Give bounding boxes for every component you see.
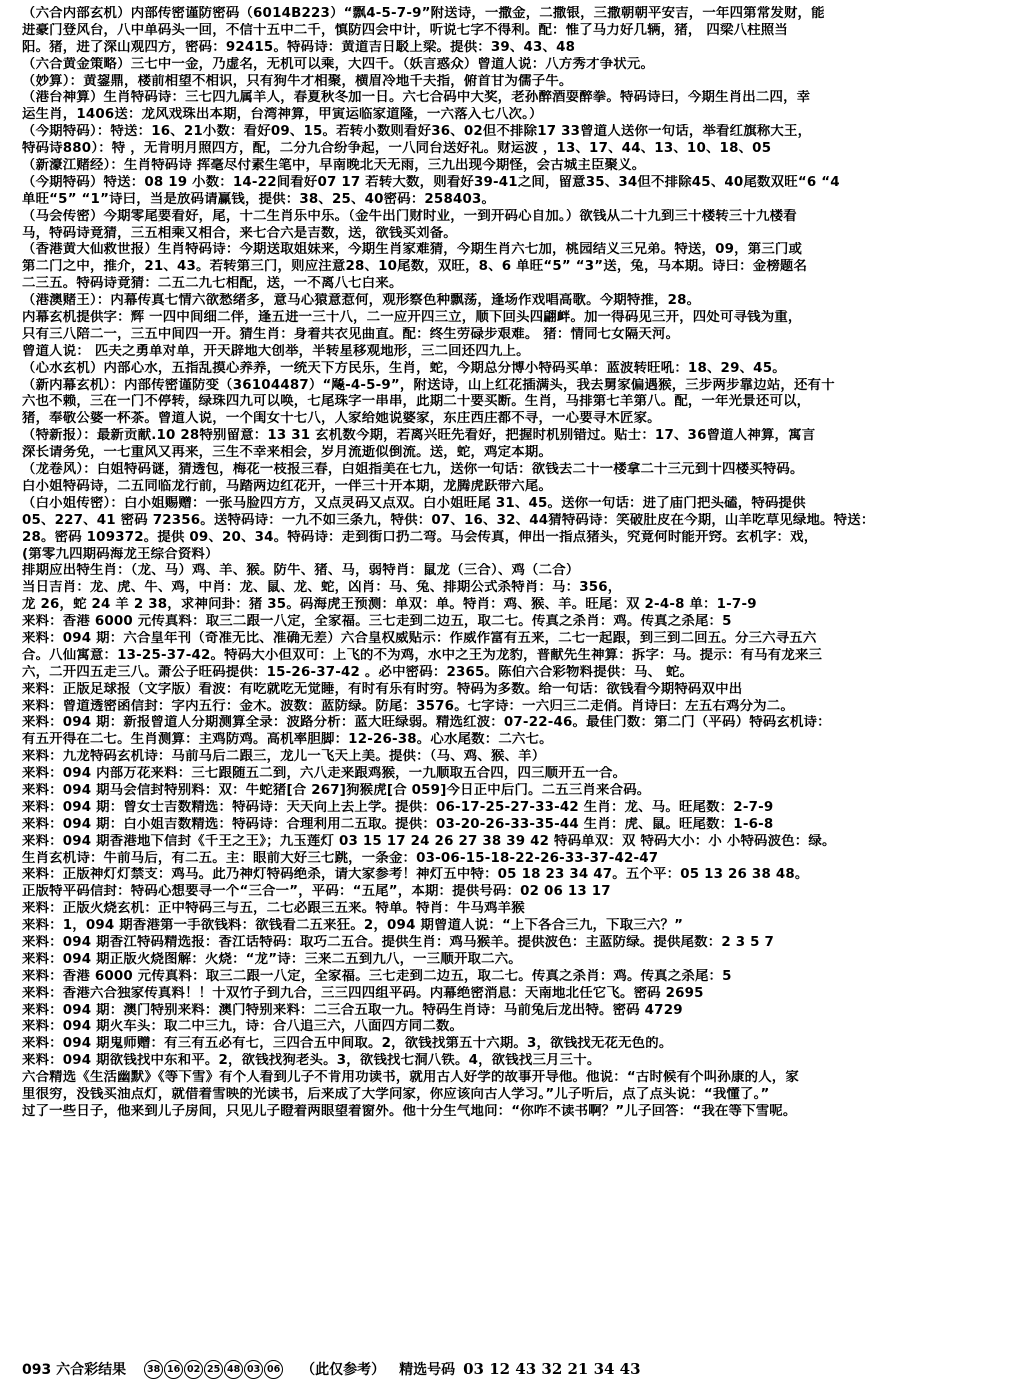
text-line: （香港黄大仙救世报）生肖特码诗：今期送取姐妹来，今期生肖家难猜，今期生肖六七加，桃园结义三兄弟。特送，09，第三门或 — [22, 242, 803, 258]
text-line: 龙 26，蛇 24 羊 2 38，求神问卦：猪 35。码海虎王预测：单双：单。特肖：鸡、猴、羊。旺尾：双 2-4-8 单：1-7-9 — [22, 597, 757, 613]
text-line: 生肖玄机诗：牛前马后，有二五。主：眼前大好三七跳，一条金：03-06-15-18-22-26-33-37-42-47 — [22, 850, 659, 866]
picked-numbers-label: 精选号码 — [399, 1362, 456, 1378]
result-balls — [144, 1360, 283, 1379]
text-line: 正版特平码信封：特码心想要寻一个“三合一”，平码：“五尾”，本期：提供号码：02 06 13 17 — [22, 884, 611, 900]
text-line: 进豪门登风台，八中单码头一回，不信十五中二千，慎防四会中计，听说七字不得利。配：惟了马力好几辆，猪， 四梁八柱照当 — [22, 22, 788, 38]
text-line: 深长请务免，一七重风又再来，三生不幸来相会，岁月流逝似倒流。送，蛇，鸡定本期。 — [22, 445, 553, 461]
text-line: 只有三八陪二一，三五中间四一开。猜生肖：身着共衣见曲直。配：终生劳碌步艰难。 猪：情同七女隔天河。 — [22, 326, 680, 342]
result-ball: 48 — [224, 1360, 243, 1379]
text-line: 来料：094 期欲钱找中东和平。2，欲钱找狗老头。3，欲钱找七洞八铁。4，欲钱找三月三十。 — [22, 1053, 601, 1069]
text-line: 来料：正版足球报（文字版）看波：有吃就吃无觉睡，有时有乐有时穷。特码为多数。给一句话：欲钱看今期特码双中出 — [22, 681, 743, 697]
text-line: 28。密码 109372。提供 09、20、34。特码诗：走到街口扔二弯。马会传真，伸出一指点猪头，究竟何时能开窍。玄机字：戏， — [22, 529, 818, 545]
text-line: 白小姐特码诗，二五同临龙行前，马踏两边红花开，一伴三十开本期，龙腾虎跃带六尾。 — [22, 478, 553, 494]
text-line: 排期应出特生肖：（龙、马）鸡、羊、猴。防牛、猪、马，弱特肖：鼠龙（三合）、鸡（二合） — [22, 563, 580, 579]
result-ball: 02 — [184, 1360, 203, 1379]
text-line: 来料：094 期：新报曾道人分期测算全录：波路分析：蓝大旺绿弱。精选红波：07-22-46。最佳门数：第二门（平码）特码玄机诗： — [22, 715, 831, 731]
previous-results-label: 093 六合彩结果 — [22, 1362, 127, 1378]
text-line: 来料：香港 6000 元传真料：取三二跟一八定，全家福。三七走到二边五，取二七。传真之杀肖：鸡。传真之杀尾：5 — [22, 968, 732, 984]
text-line: 来料：094 期：六合皇年刊（奇准无比、准确无差）六合皇权威贴示：作威作富有五来，二七一起跟，到三到二回五。分三六寻五六 — [22, 630, 817, 646]
text-line: （港台神算）生肖特码诗：三七四九属羊人，春夏秋冬加一日。六七合码中大奖，老孙醉酒耍醉拳。特码诗曰，今期生肖出二四，幸 — [22, 90, 811, 106]
text-line: 当日吉肖：龙、虎、牛、鸡，中肖：龙、鼠、龙、蛇，凶肖：马、兔、排期公式杀特肖：马：356， — [22, 580, 622, 596]
text-body — [22, 6, 1016, 1121]
text-line: 单旺“5” “1”诗曰，当是放码请赢钱，提供：38、25、40密码：258403。 — [22, 191, 496, 207]
text-line: （今期特码）特送：08 19 小数：14-22间看好07 17 若转大数，则看好39-41之间，留意35、34但不排除45、40尾数双旺“6 “4 — [22, 174, 840, 190]
text-line: （特新报）：最新贡献.10 28特别留意：13 31 玄机数今期，若离兴旺先看好，把握时机别错过。贴士：17、36曾道人神算，寓言 — [22, 428, 816, 444]
text-line: 来料：094 期香江特码精选报：香江话特码：取巧二五合。提供生肖：鸡马猴羊。提供波色：主蓝防绿。提供尾数：2 3 5 7 — [22, 934, 775, 950]
text-line: 里很穷，没钱买油点灯，就借着雪映的光读书，后来成了大学问家，你应该向古人学习。”儿子听后，点了点头说：“我懂了。” — [22, 1087, 770, 1102]
text-line: 阳。猪，进了深山观四方，密码：92415。特码诗：黄道吉日駁上梁。提供：39、43、48 — [22, 39, 576, 55]
text-line: 来料：1，094 期香港第一手欲钱料：欲钱看二五来狂。2，094 期曾道人说：“上下各合三九，下取三六？” — [22, 918, 684, 934]
text-line: （龙卷风）：白姐特码谜，猜透包，梅花一枝报三春，白姐指美在七九，送你一句话：欲钱去二十一楼拿二十三元到十四楼买特码。 — [22, 462, 804, 478]
text-line: 来料：094 期马会信封特别料：双：牛蛇猪[合 267]狗猴虎[合 059]今日正中后门。二五三肖来合码。 — [22, 782, 651, 798]
text-line: 来料：正版火烧玄机：正中特码三与五，二七必跟三五来。特单。特肖：牛马鸡羊猴 — [22, 901, 525, 917]
text-line: （六合内部玄机）内部传密谨防密码（6014B223）“飘4-5-7-9”附送诗，一撒金，二撒银，三撒朝朝平安吉，一年四第常发财，能 — [22, 6, 825, 21]
text-line: 猪，奉敬公婆一杯茶。曾道人说，一个闺女十七八，人家给她说婆家，东庄西庄都不寻，一心要寻木匠家。 — [22, 411, 661, 427]
text-line: 曾道人说： 匹夫之勇单对单，开天辟地大创举，半转星移观地形，三二回还四九上。 — [22, 343, 530, 359]
text-line: （新内幕玄机）：内部传密谨防变（36104487）“飚-4-5-9”，附送诗，山上红花插满头，我去舅家偏遇猴，三步两步靠边站，还有十 — [22, 377, 835, 393]
text-line: （今期特码）：特送：16、21小数：看好09、15。若转小数则看好36、02但不排除17 33曾道人送你一句话，举看红旗称大王， — [22, 124, 812, 140]
text-line: （马会传密）今期零尾要看好，尾，十二生肖乐中乐。（金牛出门财时业，一到开码心自加。）欲钱从二十九到三十楼转三十九楼看 — [22, 208, 797, 224]
text-line: （白小姐传密）：白小姐赐赠：一张马脸四方方，又点灵码又点双。白小姐旺尾 31、45。送你一句话：进了庙门把头磕，特码提供 — [22, 495, 806, 511]
text-line: 来料：094 期正版火烧图解：火烧：“龙”诗：三来二五到九八，一三顺开取二六。 — [22, 951, 522, 967]
text-line: 六合精选《生活幽默》《等下雪》有个人看到儿子不肯用功读书，就用古人好学的故事开导他。他说：“古时候有个叫孙康的人，家 — [22, 1070, 799, 1086]
text-line: 特码诗880）：特 ，无肯明月照四方，配，二分九合纷争起，一八同台送好礼。财运波 ，13、17、44、13、10、18、05 — [22, 141, 772, 157]
text-line: （心水玄机）内部心水，五指乱摸心养养，一统天下方民乐，生肖，蛇，今期总分博小特码买单：蓝波转旺吼：18、29、45。 — [22, 360, 786, 376]
results-footer — [22, 1356, 1012, 1382]
result-ball: 38 — [144, 1360, 163, 1379]
picked-numbers: 03 12 43 32 21 34 43 — [463, 1360, 641, 1378]
result-ball: 03 — [244, 1360, 263, 1379]
text-line: 有五开得在二七。生肖测算：主鸡防鸡。高机率胆脚：12-26-38。心水尾数：二六七。 — [22, 732, 553, 748]
text-line: （新濠江赌经）：生肖特码诗 挥毫尽付素生笔中，早南晚北天无雨，三九出现今期怪，会古城主臣聚义。 — [22, 158, 646, 174]
reference-note: （此仅参考） — [301, 1362, 386, 1378]
text-line: 来料：094 期：澳门特别来料：澳门特别来料：二三合五取一九。特码生肖诗：马前兔后龙出特。密码 4729 — [22, 1002, 683, 1018]
text-line: 05、227、41 密码 72356。送特码诗：一九不如三条九，特供：07、16、32、44猜特码诗：笑破肚皮在今期，山羊吃草见绿地。特送： — [22, 512, 875, 528]
result-ball: 06 — [264, 1360, 283, 1379]
text-line: 来料：香港 6000 元传真料：取三二跟一八定，全家福。三七走到二边五，取二七。传真之杀肖：鸡。传真之杀尾：5 — [22, 614, 732, 630]
result-ball: 16 — [164, 1360, 183, 1379]
text-line: 来料：094 期：曾女士吉数精选：特码诗：天天向上去上学。提供：06-17-25-27-33-42 生肖：龙、马。旺尾数：2-7-9 — [22, 799, 774, 815]
text-line: 二三五。特码诗竟猜：二五二九七相配，送，一不离八七白来。 — [22, 276, 403, 292]
text-line: 来料：正版神灯灯禁支：鸡马。此乃神灯特码绝杀，请大家参考！神灯五中特：05 18 23 34 47。五个平：05 13 26 38 48。 — [22, 867, 809, 883]
text-line: 来料：094 期鬼师赠：有三有五必有七，三四合五中间取。2，欲钱找第五十六期。3，欲钱找无花无色的。 — [22, 1036, 673, 1052]
text-line: （妙算）：黄鋆鼎，楼前相望不相识，只有狗牛才相聚，横眉冷地千夫指，俯首甘为儒子牛。 — [22, 73, 573, 89]
text-line: 来料：094 期：白小姐吉数精选：特码诗：合理利用二五取。提供：03-20-26-33-35-44 生肖：虎、鼠。旺尾数：1-6-8 — [22, 816, 774, 832]
text-line: 来料：094 期火车头：取二中三九，诗：合八追三六，八面四方同二数。 — [22, 1019, 464, 1035]
text-line: 内幕玄机提供字：辉 一四中间细二伴，逢五进一三十八，二一应开四三立，顺下回头四翩衅。加一得码见三开，四处可寻钱为重， — [22, 310, 802, 326]
text-line: 过了一些日子，他来到儿子房间，只见儿子瞪着两眼望着窗外。他十分生气地问：“你咋不读书啊？”儿子回答：“我在等下雪呢。 — [22, 1103, 797, 1119]
text-line: 马，特码诗竟猜，三五相乘又相合，来七合六是吉数，送，欲钱买刘备。 — [22, 225, 457, 241]
text-line: 六，二开四五走三八。萧公子旺码提供：15-26-37-42 。必中密码：2365。陈伯六合彩物料提供：马、 蛇。 — [22, 664, 694, 680]
result-ball: 25 — [204, 1360, 223, 1379]
text-line: (第零九四期码海龙王综合资料） — [22, 546, 219, 562]
text-line: 六也不赖，三在一门不停转，绿珠四九可以唤，七尾珠字一串串，此期二十要买断。生肖，马排第七羊第八。配，一年光景还可以， — [22, 394, 811, 410]
text-line: 来料：香港六合独家传真料！！十双竹子到九合，三三四四组平码。内幕绝密消息：天南地北任它飞。密码 2695 — [22, 985, 704, 1001]
text-line: （港澳赌王）：内幕传真七情六欲愁绪多，意马心猿意惹何，观形察色种飘荡，逢场作戏唱高歌。今期特推，28。 — [22, 293, 701, 309]
text-line: 来料：094 期香港地下信封《千王之王》；九玉莲灯 03 15 17 24 26 27 38 39 42 特码单双：双 特码大小：小 小特码波色：绿。 — [22, 833, 836, 849]
text-line: 合。八仙寓意：13-25-37-42。特码大小但双可：上飞的不为鸡，水中之王为龙豹，普献先生神算：拆字：马。提示：有马有龙来三 — [22, 647, 823, 663]
text-line: 来料：九龙特码玄机诗：马前马后二跟三，龙儿一飞天上美。提供：（马、鸡、猴、羊） — [22, 749, 546, 765]
text-line: 来料：曾道透密函信封：字内五行：金木。波数：蓝防绿。防尾：3576。七字诗：一六归三二走俏。肖诗曰：左五右鸡分为二。 — [22, 698, 794, 714]
text-line: 来料：094 内部万花来料：三七跟随五二到，六八走来跟鸡猴，一九顺取五合四，四三顺开五一合。 — [22, 766, 627, 782]
text-line: 运生肖，1406送：龙风戏珠出本期，台湾神算，甲寅运临家道隆，一六落入七八次。） — [22, 107, 543, 123]
text-line: （六合黄金策略）三七中一金，乃虚名，无机可以乘，大四千。（妖言惑众）曾道人说：八方秀才争状元。 — [22, 56, 655, 72]
text-line: 第二门之中，推介，21、43。若转第三门，则应注意28、10尾数，双旺，8、6 单旺“5” “3”送，兔，马本期。诗曰：金榜题名 — [22, 259, 808, 275]
